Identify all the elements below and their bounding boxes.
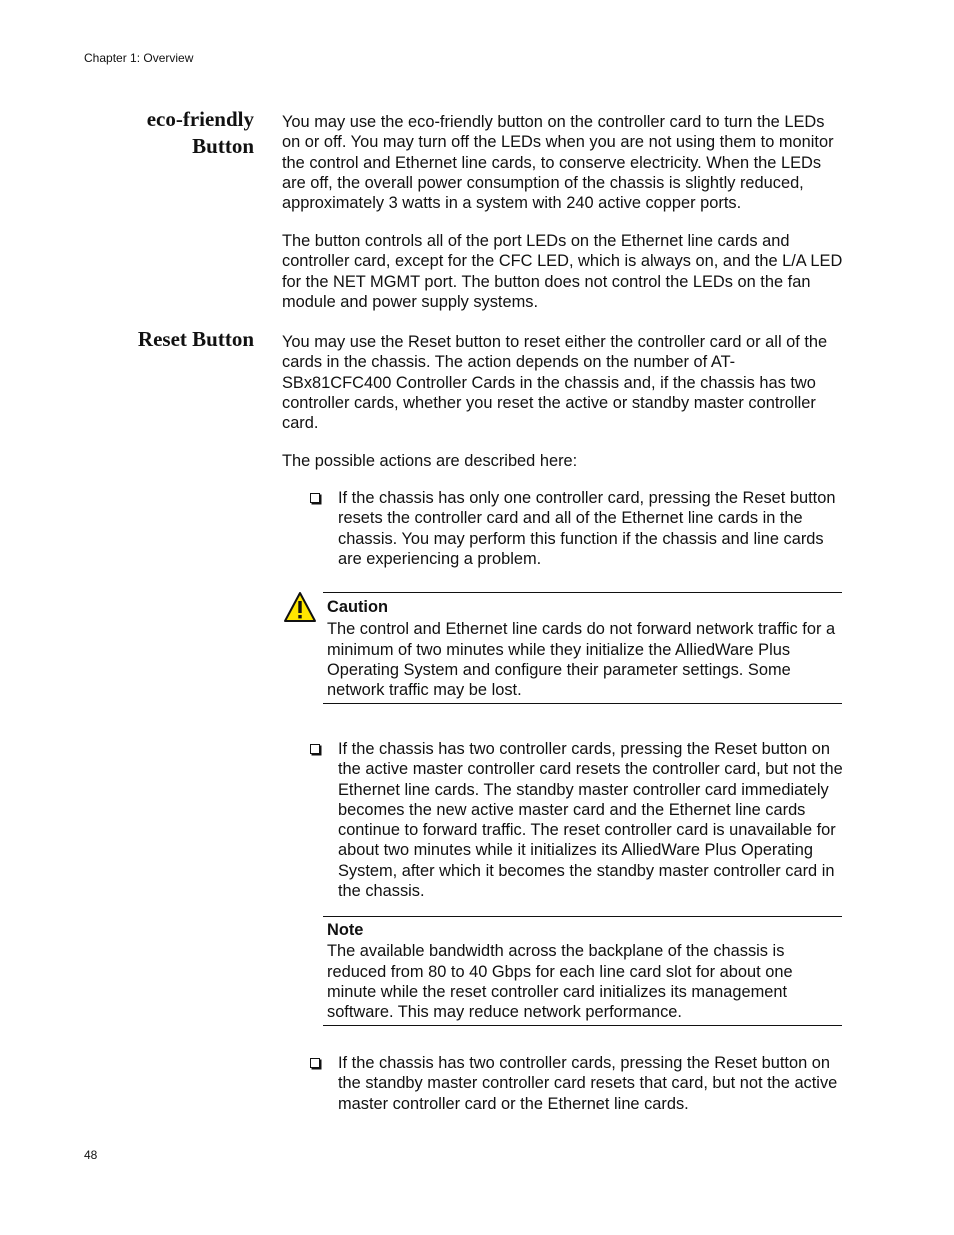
caution-text: The control and Ethernet line cards do not forward network traffic for a minimum of two minutes while they initialize the AlliedWare Plus Operating System and configure their parameter settings. Some network traffic may be lost. [327, 620, 836, 700]
caution-callout [323, 592, 842, 704]
checkbox-bullet-icon [310, 744, 320, 754]
eco-paragraph-1: You may use the eco-friendly button on the controller card to turn the LEDs on or off. You may turn off the LEDs when you are not using them to monitor the control and Ethernet line cards, to conserve electricity. When the LEDs are off, the overall power consumption of the chassis is slightly reduced, approximately 3 watts in a system with 240 active copper ports. [282, 113, 834, 213]
note-callout [323, 916, 842, 1026]
checkbox-bullet-icon [310, 493, 320, 503]
page-number: 48 [84, 1148, 98, 1162]
checkbox-bullet-icon [310, 1058, 320, 1068]
heading-line-2: Button [192, 134, 254, 158]
section-heading-eco-friendly-button [54, 106, 254, 160]
heading-line: Reset Button [137, 327, 254, 351]
caution-label: Caution [327, 598, 389, 616]
running-header: Chapter 1: Overview [84, 51, 194, 65]
eco-paragraph-2: The button controls all of the port LEDs on the Ethernet line cards and controller card, except for the CFC LED, which is always on, and the L/A LED for the NET MGMT port. The button does not control the LEDs on the fan module and power supply systems. [282, 232, 843, 311]
list-item-text: If the chassis has two controller cards, pressing the Reset button on the standby master controller card resets that card, but not the active master controller card or the Ethernet line cards. [338, 1054, 838, 1113]
list-item-text: If the chassis has two controller cards, pressing the Reset button on the active master controller card resets the controller card, but not the Ethernet line cards. The standby master controller card immediately becomes the new active master card and the Ethernet line cards continue to forward traffic. The reset controller card is unavailable for about two minutes while it initializes its AlliedWare Plus Operating System, after which it becomes the standby master controller card in the chassis. [338, 740, 843, 901]
section-heading-reset-button [54, 326, 254, 353]
note-text: The available bandwidth across the backplane of the chassis is reduced from 80 to 40 Gbps for each line card slot for about one minute while the reset controller card initializes its management software. This may reduce network performance. [327, 942, 793, 1022]
reset-paragraph-1: You may use the Reset button to reset either the controller card or all of the cards in the chassis. The action depends on the number of AT-SBx81CFC400 Controller Cards in the chassis and, if the chassis has two controller cards, whether you reset the active or standby master controller card. [282, 333, 828, 433]
heading-line-1: eco-friendly [146, 107, 254, 131]
warning-triangle-icon [283, 591, 317, 623]
list-item-text: If the chassis has only one controller card, pressing the Reset button resets the controller card and all of the Ethernet line cards in the chassis. You may perform this function if the chassis and line cards are experiencing a problem. [338, 489, 836, 568]
note-label: Note [327, 921, 364, 939]
reset-paragraph-2: The possible actions are described here: [282, 452, 578, 470]
